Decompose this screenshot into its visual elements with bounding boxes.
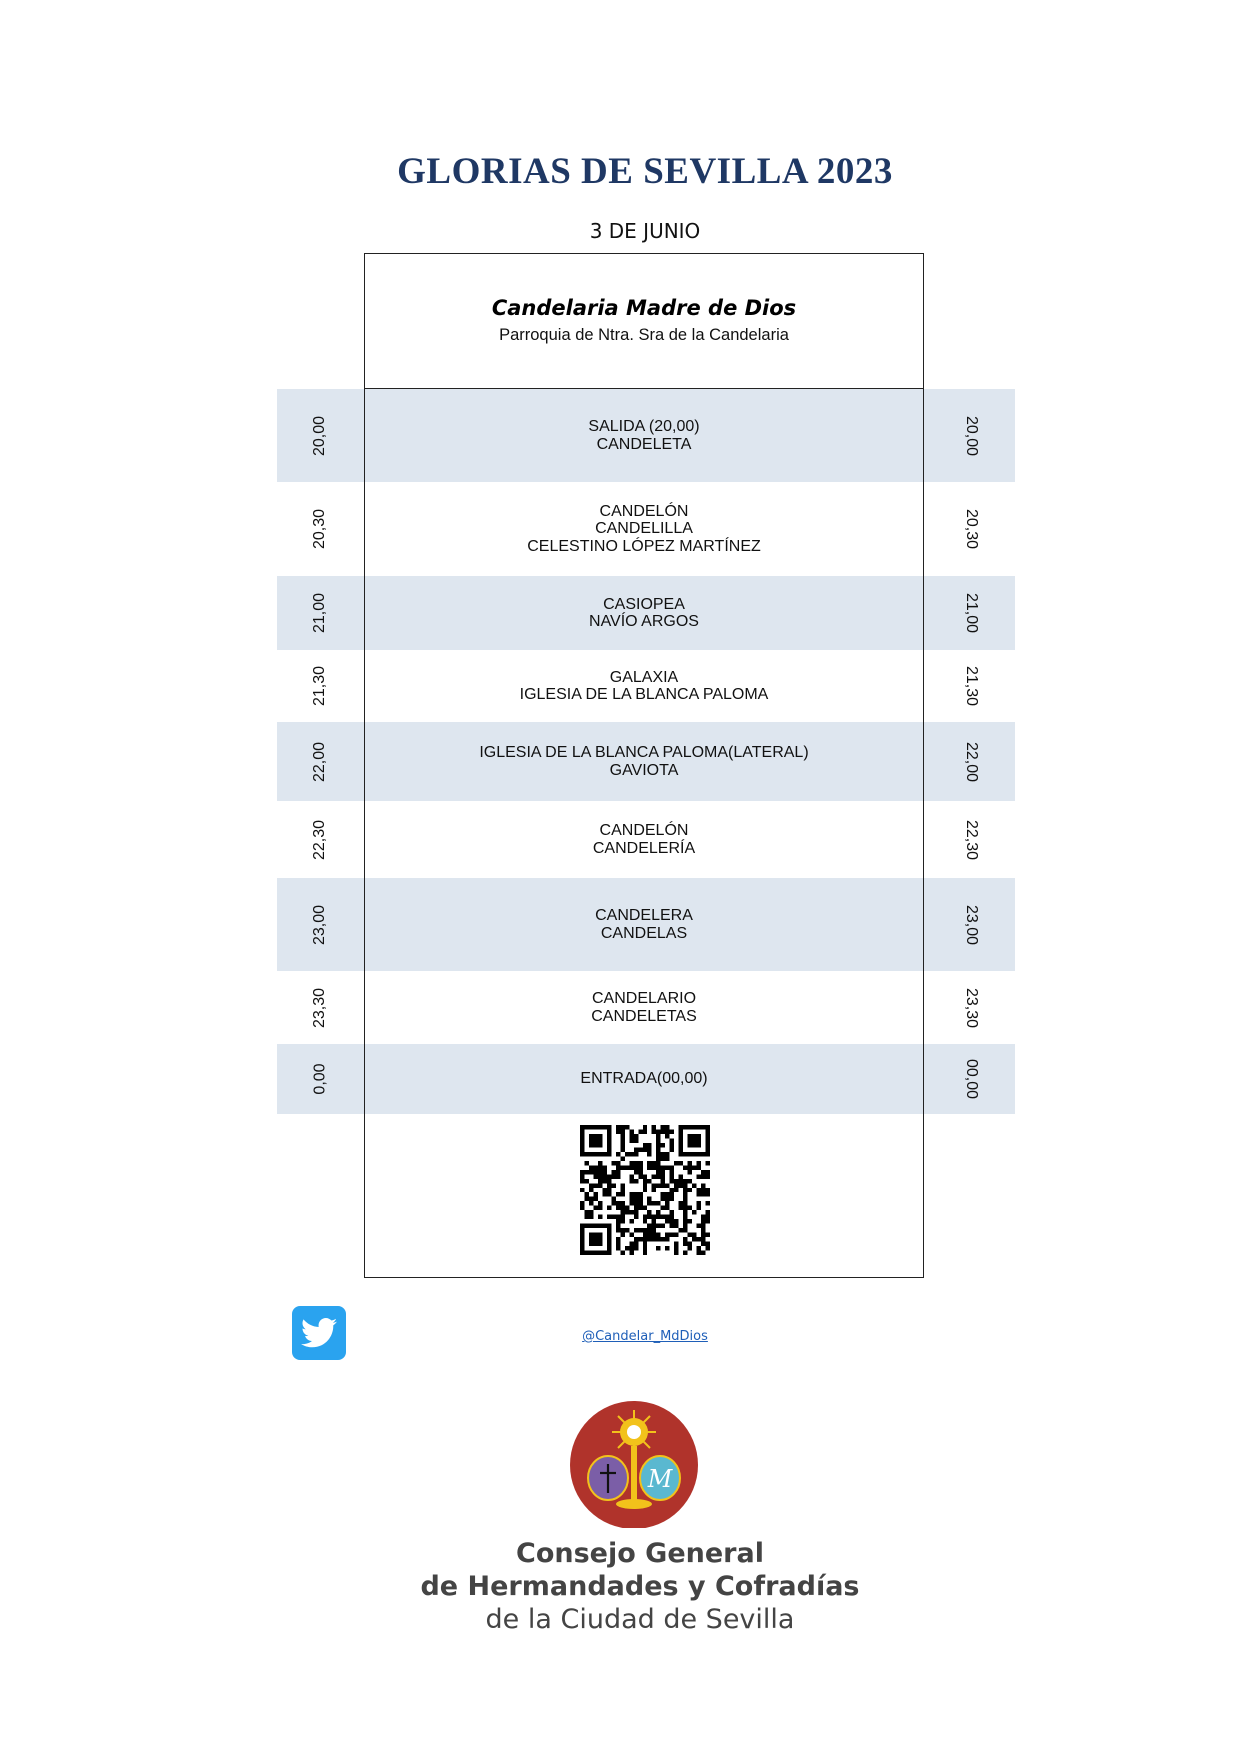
row-time-left-text: 0,00 <box>311 1063 329 1095</box>
row-time-left <box>277 971 364 1044</box>
qr-code <box>580 1125 710 1255</box>
stop-line: IGLESIA DE LA BLANCA PALOMA(LATERAL) <box>479 744 809 761</box>
event-date: 3 DE JUNIO <box>589 219 701 243</box>
schedule-row <box>277 722 1015 801</box>
council-name-line2: de Hermandades y Cofradías <box>420 1571 860 1602</box>
row-time-left <box>277 650 364 722</box>
schedule-row <box>277 878 1015 971</box>
twitter-icon[interactable] <box>292 1306 346 1360</box>
parish-name: Parroquia de Ntra. Sra de la Candelaria <box>499 326 789 344</box>
row-time-right-text: 23,00 <box>963 904 981 945</box>
row-stops <box>364 1044 924 1114</box>
row-time-right-text: 21,00 <box>963 592 981 634</box>
row-time-right <box>928 971 1015 1044</box>
row-time-left-text: 20,00 <box>311 415 329 456</box>
page-title: GLORIAS DE SEVILLA 2023 <box>397 151 893 192</box>
row-time-right <box>928 389 1015 482</box>
row-time-left-text: 23,00 <box>311 904 329 945</box>
row-stops <box>364 389 924 482</box>
row-time-right-text: 21,30 <box>963 665 981 707</box>
row-stops <box>364 576 924 650</box>
stop-line: IGLESIA DE LA BLANCA PALOMA <box>519 686 769 703</box>
council-name-line3: de la Ciudad de Sevilla <box>485 1604 795 1635</box>
stop-line: CANDELÓN <box>599 822 689 839</box>
row-time-right-text: 20,00 <box>963 415 981 456</box>
brotherhood-name: Candelaria Madre de Dios <box>491 296 797 320</box>
row-stops <box>364 971 924 1044</box>
stop-line: CANDELILLA <box>595 520 693 538</box>
row-time-right <box>928 482 1015 576</box>
stop-line: CANDELERA <box>595 907 693 924</box>
stop-line: GALAXIA <box>609 668 679 686</box>
row-time-left <box>277 801 364 878</box>
stop-line: CELESTINO LÓPEZ MARTÍNEZ <box>527 537 761 555</box>
row-time-left-text: 22,30 <box>311 819 329 860</box>
row-time-right-text: 20,30 <box>963 508 981 550</box>
row-time-left-text: 20,30 <box>311 508 329 550</box>
row-time-right-text: 23,30 <box>963 987 981 1028</box>
row-time-right <box>928 576 1015 650</box>
stop-line: CANDELARIO <box>591 990 697 1007</box>
row-stops <box>364 482 924 576</box>
schedule-row <box>277 971 1015 1044</box>
row-time-right <box>928 722 1015 801</box>
schedule-row <box>277 389 1015 482</box>
row-time-right <box>928 650 1015 722</box>
row-stops <box>364 801 924 878</box>
stop-line: NAVÍO ARGOS <box>589 613 699 630</box>
schedule-row <box>277 576 1015 650</box>
svg-text:M: M <box>647 1465 673 1493</box>
row-time-left <box>277 389 364 482</box>
row-time-right <box>928 1044 1015 1114</box>
row-time-right <box>928 878 1015 971</box>
stop-line: GAVIOTA <box>609 761 679 779</box>
row-time-right <box>928 801 1015 878</box>
row-time-left-text: 22,00 <box>311 741 329 782</box>
stop-line: CANDELÓN <box>599 502 689 520</box>
row-time-right-text: 22,30 <box>963 819 981 860</box>
row-time-left <box>277 482 364 576</box>
stop-line: CANDELERÍA <box>592 839 696 857</box>
row-time-left <box>277 1044 364 1114</box>
row-stops <box>364 722 924 801</box>
council-name-line1: Consejo General <box>516 1538 764 1569</box>
row-time-right-text: 22,00 <box>963 741 981 782</box>
twitter-bird-icon <box>301 1318 337 1348</box>
council-name <box>420 1537 860 1636</box>
row-stops <box>364 878 924 971</box>
schedule-row <box>277 1044 1015 1114</box>
schedule-row <box>277 801 1015 878</box>
row-time-left <box>277 576 364 650</box>
twitter-handle-link[interactable]: @Candelar_MdDios <box>582 1329 708 1344</box>
row-time-left <box>277 722 364 801</box>
schedule-header <box>364 253 924 389</box>
row-time-left-text: 21,30 <box>311 665 329 707</box>
stop-line: CANDELETA <box>596 435 692 453</box>
row-time-left-text: 21,00 <box>311 592 329 634</box>
council-logo-icon <box>566 1398 702 1528</box>
stop-line: CANDELETAS <box>591 1007 697 1025</box>
row-time-right-text: 00,00 <box>963 1058 981 1100</box>
row-stops <box>364 650 924 722</box>
stop-line: SALIDA (20,00) <box>588 418 700 435</box>
schedule-row <box>277 650 1015 722</box>
row-time-left <box>277 878 364 971</box>
schedule-row <box>277 482 1015 576</box>
stop-line: ENTRADA(00,00) <box>580 1070 708 1088</box>
row-time-left-text: 23,30 <box>311 987 329 1028</box>
stop-line: CASIOPEA <box>603 595 685 613</box>
stop-line: CANDELAS <box>600 924 688 942</box>
right-divider <box>923 389 924 1278</box>
left-divider <box>364 389 365 1278</box>
